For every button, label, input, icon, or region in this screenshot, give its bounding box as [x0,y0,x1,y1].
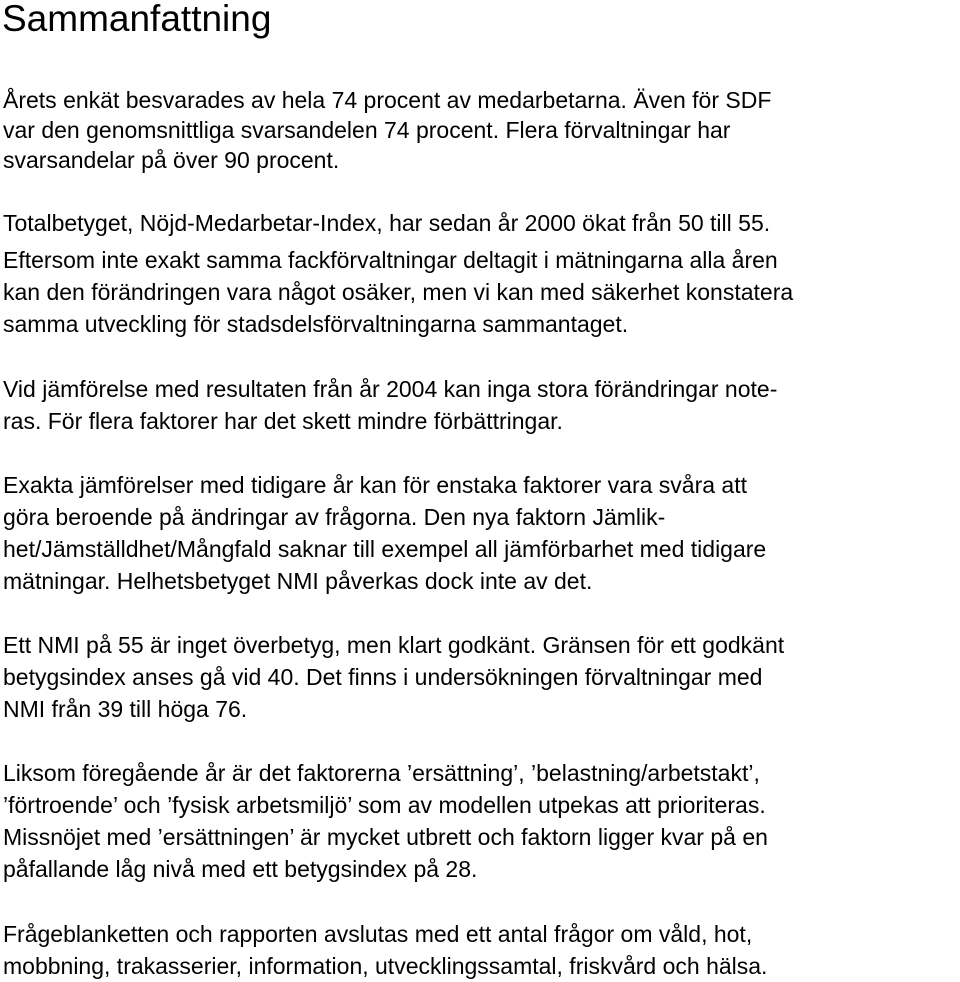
paragraph-3-line-2: ras. För flera faktorer har det skett mindre förbättringar. [3,408,563,434]
paragraph-4-line-1: Exakta jämförelser med tidigare år kan för enstaka faktorer vara svåra att [3,472,747,498]
paragraph-3-line-1: Vid jämförelse med resultaten från år 2004 kan inga stora förändringar note- [3,376,778,402]
paragraph-2-line-1: Totalbetyget, Nöjd-Medarbetar-Index, har sedan år 2000 ökat från 50 till 55. [3,210,771,236]
paragraph-1-line-1: Årets enkät besvarades av hela 74 procent av medarbetarna. Även för SDF [3,87,772,113]
paragraph-4-line-4: mätningar. Helhetsbetyget NMI påverkas dock inte av det. [3,568,593,594]
paragraph-6-line-3: Missnöjet med ’ersättningen’ är mycket utbrett och faktorn ligger kvar på en [3,824,768,850]
paragraph-5-line-1: Ett NMI på 55 är inget överbetyg, men klart godkänt. Gränsen för ett godkänt [3,632,785,658]
paragraph-5-line-3: NMI från 39 till höga 76. [3,696,248,722]
paragraph-2-line-4: samma utveckling för stadsdelsförvaltningarna sammantaget. [3,311,629,337]
paragraph-6-line-2: ’förtroende’ och ’fysisk arbetsmiljö’ som av modellen utpekas att prioriteras. [3,792,766,818]
paragraph-2-line-2: Eftersom inte exakt samma fackförvaltningar deltagit i mätningarna alla åren [3,247,778,273]
paragraph-7-line-2: mobbning, trakasserier, information, utvecklingssamtal, friskvård och hälsa. [3,953,768,979]
paragraph-4-line-2: göra beroende på ändringar av frågorna. Den nya faktorn Jämlik- [3,504,666,530]
paragraph-2-line-3: kan den förändringen vara något osäker, men vi kan med säkerhet konstatera [3,279,794,305]
page-title: Sammanfattning [2,0,272,39]
paragraph-4-line-3: het/Jämställdhet/Mångfald saknar till exempel all jämförbarhet med tidigare [3,536,767,562]
paragraph-1-line-2: var den genomsnittliga svarsandelen 74 procent. Flera förvaltningar har [3,117,731,143]
paragraph-5-line-2: betygsindex anses gå vid 40. Det finns i undersökningen förvaltningar med [3,664,763,690]
paragraph-6-line-1: Liksom föregående år är det faktorerna ’ersättning’, ’belastning/arbetstakt’, [3,760,760,786]
paragraph-7-line-1: Frågeblanketten och rapporten avslutas med ett antal frågor om våld, hot, [3,921,753,947]
paragraph-6-line-4: påfallande låg nivå med ett betygsindex på 28. [3,856,478,882]
paragraph-1-line-3: svarsandelar på över 90 procent. [3,147,340,173]
